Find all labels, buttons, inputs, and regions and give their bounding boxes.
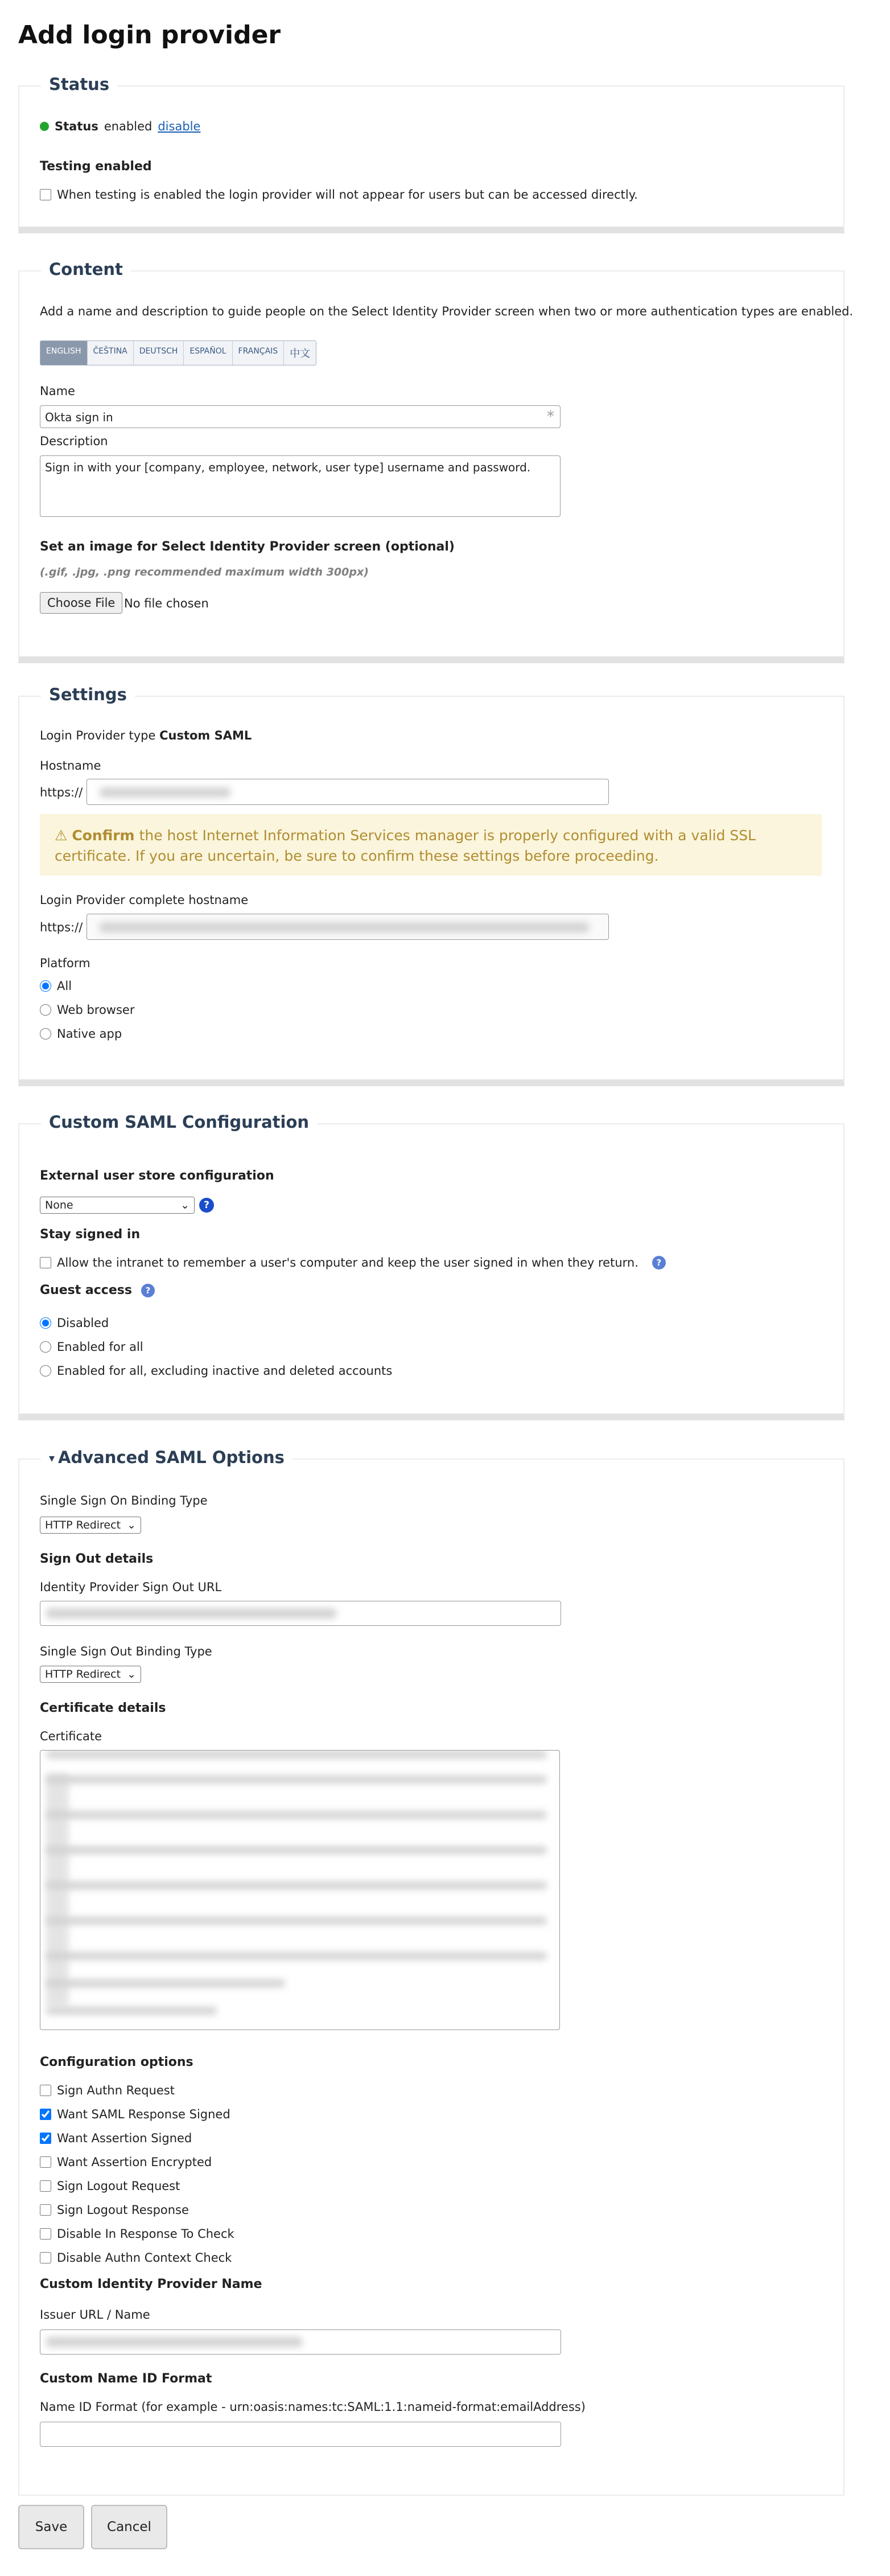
- config-label-sign-authn: Sign Authn Request: [57, 2084, 175, 2097]
- guest-heading: Guest access: [40, 1283, 132, 1297]
- no-file-label: No file chosen: [124, 597, 209, 610]
- guest-radio-enabled-excluding[interactable]: [40, 1365, 51, 1377]
- testing-heading: Testing enabled: [40, 159, 152, 174]
- config-label-want-assertion-encrypted: Want Assertion Encrypted: [57, 2155, 212, 2169]
- external-store-heading: External user store configuration: [40, 1169, 274, 1183]
- chevron-down-icon: ⌄: [127, 1519, 136, 1531]
- guest-option-enabled-excluding: [40, 1364, 392, 1378]
- guest-label-disabled: Disabled: [57, 1316, 109, 1330]
- certificate-redacted: [46, 1979, 285, 1987]
- config-option-sign-authn: [40, 2084, 175, 2097]
- guest-option-disabled: [40, 1316, 109, 1330]
- custom-saml-legend: Custom SAML Configuration: [41, 1114, 317, 1131]
- provider-type-line: [40, 729, 252, 742]
- config-option-disable-authn-context: [40, 2251, 232, 2265]
- status-value: enabled: [104, 120, 153, 133]
- language-tabs: [40, 340, 316, 365]
- complete-hostname-redacted: [100, 922, 589, 932]
- config-checkbox-sign-logout-request[interactable]: [40, 2180, 51, 2192]
- guest-heading-row: [40, 1283, 155, 1297]
- cancel-button[interactable]: Cancel: [91, 2505, 167, 2549]
- config-option-sign-logout-request: [40, 2179, 180, 2193]
- issuer-label: Issuer URL / Name: [40, 2308, 150, 2322]
- platform-option-web: [40, 1003, 134, 1017]
- issuer-input[interactable]: [40, 2330, 561, 2355]
- language-tab-chinese[interactable]: 中文: [283, 341, 316, 365]
- name-id-heading: Custom Name ID Format: [40, 2372, 212, 2386]
- config-checkbox-sign-logout-response[interactable]: [40, 2204, 51, 2216]
- choose-file-button[interactable]: Choose File: [40, 592, 122, 614]
- complete-hostname-field: [86, 914, 609, 940]
- advanced-legend[interactable]: [41, 1449, 292, 1466]
- status-legend: Status: [41, 76, 117, 93]
- chevron-down-icon: ⌄: [180, 1199, 189, 1211]
- platform-label-web: Web browser: [57, 1003, 135, 1017]
- config-label-disable-in-response: Disable In Response To Check: [57, 2227, 234, 2241]
- advanced-legend-text: Advanced SAML Options: [58, 1448, 285, 1467]
- stay-signed-checkbox[interactable]: [40, 1257, 51, 1268]
- platform-radio-all[interactable]: [40, 980, 51, 992]
- language-tab-cestina[interactable]: ČEŠTINA: [87, 341, 133, 365]
- config-option-want-assertion-signed: [40, 2131, 192, 2145]
- page-title: Add login provider: [18, 20, 281, 50]
- guest-radio-enabled-all[interactable]: [40, 1341, 51, 1353]
- config-option-disable-in-response: [40, 2227, 234, 2241]
- hostname-redacted: [100, 787, 230, 798]
- stay-signed-option: [40, 1256, 666, 1269]
- config-checkbox-disable-in-response[interactable]: [40, 2228, 51, 2240]
- content-legend: Content: [41, 261, 131, 278]
- language-tab-espanol[interactable]: ESPAÑOL: [183, 341, 232, 365]
- provider-type-value: Custom SAML: [159, 729, 252, 742]
- guest-radio-disabled[interactable]: [40, 1317, 51, 1329]
- status-label: Status: [55, 120, 98, 133]
- config-option-want-assertion-encrypted: [40, 2155, 212, 2169]
- content-intro: Add a name and description to guide people on the Select Identity Provider screen when two or more authentication types are enabled.: [40, 305, 854, 318]
- description-textarea[interactable]: [40, 455, 561, 517]
- guest-label-enabled-excluding: Enabled for all, excluding inactive and deleted accounts: [57, 1364, 393, 1378]
- image-heading: Set an image for Select Identity Provider screen (optional): [40, 540, 455, 554]
- slo-binding-value: HTTP Redirect: [45, 1668, 121, 1681]
- warning-icon: ⚠: [55, 827, 68, 844]
- custom-idp-heading: Custom Identity Provider Name: [40, 2277, 262, 2291]
- name-label: Name: [40, 384, 75, 398]
- idp-signout-url-label: Identity Provider Sign Out URL: [40, 1580, 222, 1594]
- hostname-input[interactable]: [86, 779, 609, 805]
- sso-binding-value: HTTP Redirect: [45, 1519, 121, 1531]
- cert-heading: Certificate details: [40, 1701, 166, 1715]
- signout-heading: Sign Out details: [40, 1552, 154, 1566]
- platform-label: Platform: [40, 956, 90, 970]
- config-label-sign-logout-response: Sign Logout Response: [57, 2203, 189, 2217]
- description-label: Description: [40, 434, 108, 448]
- status-indicator-icon: [40, 122, 49, 131]
- config-option-sign-logout-response: [40, 2203, 189, 2217]
- config-checkbox-want-response-signed[interactable]: [40, 2109, 51, 2120]
- testing-checkbox[interactable]: [40, 189, 51, 200]
- sso-binding-select[interactable]: [40, 1517, 141, 1534]
- settings-panel: [18, 696, 844, 1086]
- name-id-label: Name ID Format (for example - urn:oasis:names:tc:SAML:1.1:nameid-format:emailAddress): [40, 2400, 586, 2414]
- chevron-down-icon: ⌄: [127, 1668, 136, 1681]
- testing-option: [40, 188, 638, 202]
- hostname-prefix: https://: [40, 786, 83, 799]
- config-option-want-response-signed: [40, 2107, 230, 2121]
- caret-down-icon: ▾: [49, 1451, 55, 1465]
- warning-text: the host Internet Information Services manager is properly configured with a valid SSL certificate. If you are uncertain, be sure to confirm these settings before proceeding.: [55, 827, 756, 865]
- language-tab-deutsch[interactable]: DEUTSCH: [133, 341, 184, 365]
- config-checkbox-want-assertion-encrypted[interactable]: [40, 2156, 51, 2168]
- language-tab-english[interactable]: ENGLISH: [40, 341, 87, 365]
- language-tab-francais[interactable]: FRANÇAIS: [232, 341, 284, 365]
- name-id-input[interactable]: [40, 2422, 561, 2447]
- platform-option-native: [40, 1027, 122, 1041]
- config-label-want-assertion-signed: Want Assertion Signed: [57, 2131, 192, 2145]
- ssl-warning: [40, 814, 822, 876]
- disable-link[interactable]: disable: [158, 120, 201, 133]
- provider-type-label: Login Provider type: [40, 729, 156, 742]
- certificate-redacted: [46, 1811, 547, 1819]
- complete-hostname-prefix: https://: [40, 921, 83, 934]
- config-label-sign-logout-request: Sign Logout Request: [57, 2179, 180, 2193]
- warning-strong: Confirm: [72, 827, 135, 844]
- name-input[interactable]: [40, 405, 561, 428]
- certificate-textarea[interactable]: [40, 1750, 560, 2030]
- config-label-disable-authn-context: Disable Authn Context Check: [57, 2251, 232, 2265]
- guest-option-enabled-all: [40, 1340, 143, 1354]
- hostname-label: Hostname: [40, 759, 101, 773]
- config-checkbox-want-assertion-signed[interactable]: [40, 2133, 51, 2144]
- required-star: *: [547, 408, 554, 425]
- external-store-select[interactable]: [40, 1197, 195, 1214]
- external-store-value: None: [45, 1199, 73, 1211]
- status-line: [40, 120, 200, 133]
- external-store-row: [40, 1197, 214, 1214]
- certificate-redacted: [46, 1776, 547, 1784]
- config-checkbox-disable-authn-context[interactable]: [40, 2252, 51, 2263]
- config-label-want-response-signed: Want SAML Response Signed: [57, 2107, 230, 2121]
- platform-radio-native[interactable]: [40, 1028, 51, 1040]
- platform-label-native: Native app: [57, 1027, 122, 1041]
- certificate-redacted: [46, 1773, 69, 2007]
- guest-label-enabled-all: Enabled for all: [57, 1340, 143, 1354]
- certificate-redacted: [46, 1846, 547, 1854]
- testing-checkbox-label: When testing is enabled the login provider will not appear for users but can be accessed directly.: [57, 188, 638, 202]
- certificate-redacted: [46, 1881, 547, 1889]
- idp-signout-url-input[interactable]: [40, 1601, 561, 1626]
- platform-radio-web[interactable]: [40, 1004, 51, 1016]
- help-icon[interactable]: ?: [199, 1198, 214, 1213]
- stay-signed-heading: Stay signed in: [40, 1227, 141, 1242]
- platform-option-all: [40, 979, 72, 993]
- platform-label-all: All: [57, 979, 72, 993]
- config-heading: Configuration options: [40, 2055, 193, 2069]
- cert-label: Certificate: [40, 1729, 102, 1743]
- sso-binding-label: Single Sign On Binding Type: [40, 1494, 208, 1507]
- help-icon[interactable]: ?: [652, 1256, 666, 1269]
- complete-hostname-label: Login Provider complete hostname: [40, 893, 249, 907]
- image-hint: (.gif, .jpg, .png recommended maximum width 300px): [40, 566, 369, 578]
- certificate-redacted: [46, 1952, 547, 1960]
- config-checkbox-sign-authn[interactable]: [40, 2085, 51, 2096]
- stay-signed-label: Allow the intranet to remember a user's computer and keep the user signed in when they return.: [57, 1256, 638, 1269]
- certificate-redacted: [46, 1917, 547, 1925]
- issuer-redacted: [46, 2337, 302, 2347]
- idp-signout-url-redacted: [46, 1608, 336, 1618]
- help-icon[interactable]: ?: [141, 1284, 155, 1297]
- certificate-redacted: [46, 2007, 217, 2015]
- settings-legend: Settings: [41, 687, 135, 703]
- slo-binding-select[interactable]: [40, 1666, 141, 1683]
- name-input-value: Okta sign in: [45, 410, 113, 424]
- save-button[interactable]: Save: [18, 2505, 84, 2549]
- slo-binding-label: Single Sign Out Binding Type: [40, 1645, 212, 1658]
- certificate-redacted: [46, 1751, 547, 1759]
